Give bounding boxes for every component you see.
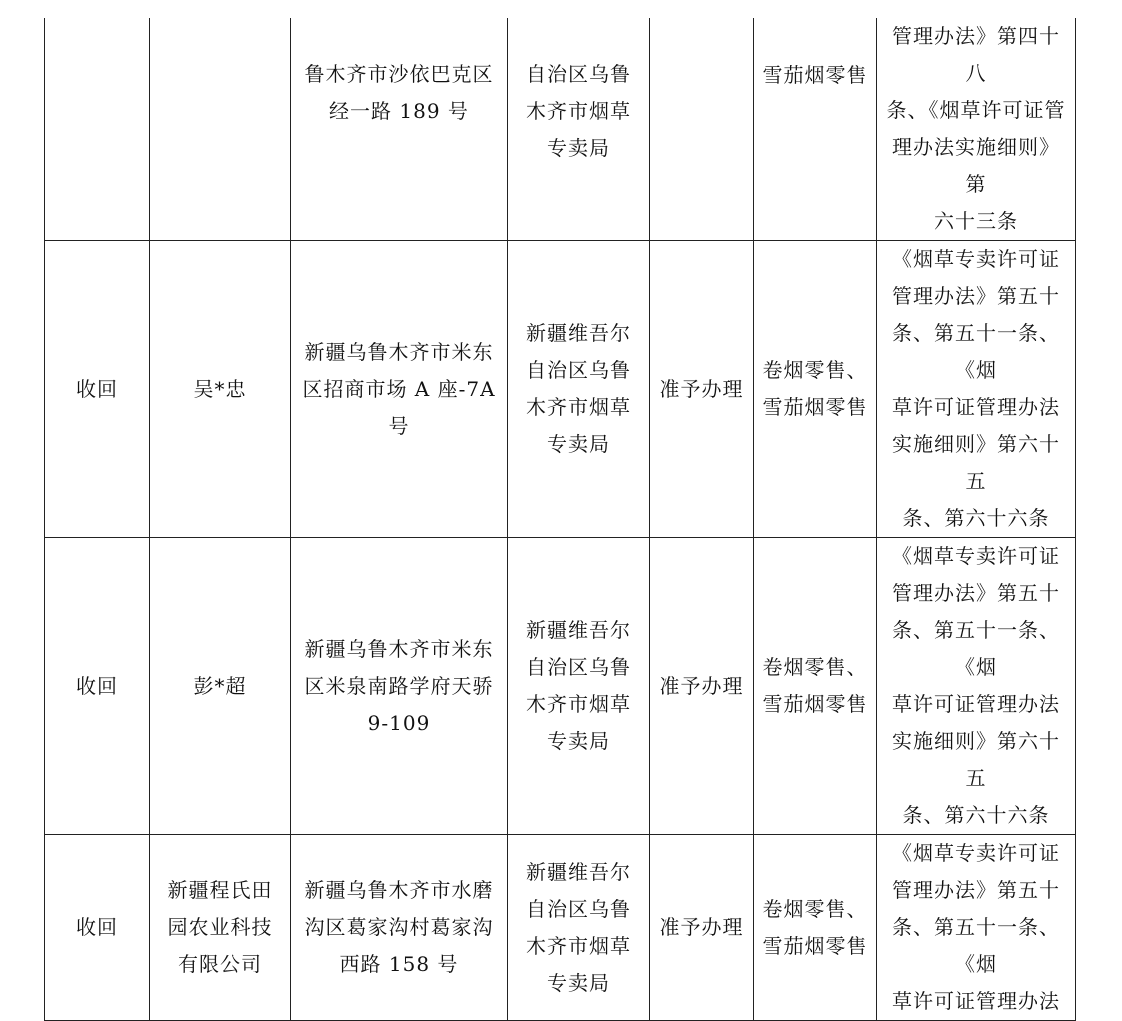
basis-cell: 管理办法》第四十八 条、《烟草许可证管 理办法实施细则》第 六十三条	[877, 18, 1076, 241]
address-cell: 鲁木齐市沙依巴克区 经一路 189 号	[291, 18, 508, 241]
action-cell: 收回	[45, 835, 150, 1021]
address-cell: 新疆乌鲁木齐市水磨 沟区葛家沟村葛家沟 西路 158 号	[291, 835, 508, 1021]
authority-cell: 新疆维吾尔 自治区乌鲁 木齐市烟草 专卖局	[508, 241, 650, 538]
scope-cell: 卷烟零售、 雪茄烟零售	[754, 538, 877, 835]
authority-cell: 新疆维吾尔 自治区乌鲁 木齐市烟草 专卖局	[508, 538, 650, 835]
holder-cell: 吴*忠	[150, 241, 291, 538]
table-row	[45, 241, 1076, 538]
address-cell: 新疆乌鲁木齐市米东 区招商市场 A 座-7A 号	[291, 241, 508, 538]
authority-cell: 新疆维吾尔 自治区乌鲁 木齐市烟草 专卖局	[508, 835, 650, 1021]
scope-cell: 雪茄烟零售	[754, 18, 877, 241]
decision-cell: 准予办理	[650, 538, 754, 835]
holder-cell: 新疆程氏田 园农业科技 有限公司	[150, 835, 291, 1021]
table-row	[45, 538, 1076, 835]
decision-cell: 准予办理	[650, 241, 754, 538]
basis-cell: 《烟草专卖许可证 管理办法》第五十 条、第五十一条、《烟 草许可证管理办法	[877, 835, 1076, 1021]
action-cell: 收回	[45, 538, 150, 835]
scope-cell: 卷烟零售、 雪茄烟零售	[754, 241, 877, 538]
authority-cell: 自治区乌鲁 木齐市烟草 专卖局	[508, 18, 650, 241]
permit-table	[44, 18, 1076, 1021]
decision-cell	[650, 18, 754, 241]
scope-cell: 卷烟零售、 雪茄烟零售	[754, 835, 877, 1021]
action-cell: 收回	[45, 241, 150, 538]
holder-cell: 彭*超	[150, 538, 291, 835]
table-row	[45, 835, 1076, 1021]
basis-cell: 《烟草专卖许可证 管理办法》第五十 条、第五十一条、《烟 草许可证管理办法 实施细则》第六十五 条、第六十六条	[877, 538, 1076, 835]
decision-cell: 准予办理	[650, 835, 754, 1021]
table-row	[45, 18, 1076, 241]
action-cell	[45, 18, 150, 241]
holder-cell	[150, 18, 291, 241]
address-cell: 新疆乌鲁木齐市米东 区米泉南路学府天骄 9-109	[291, 538, 508, 835]
basis-cell: 《烟草专卖许可证 管理办法》第五十 条、第五十一条、《烟 草许可证管理办法 实施细则》第六十五 条、第六十六条	[877, 241, 1076, 538]
